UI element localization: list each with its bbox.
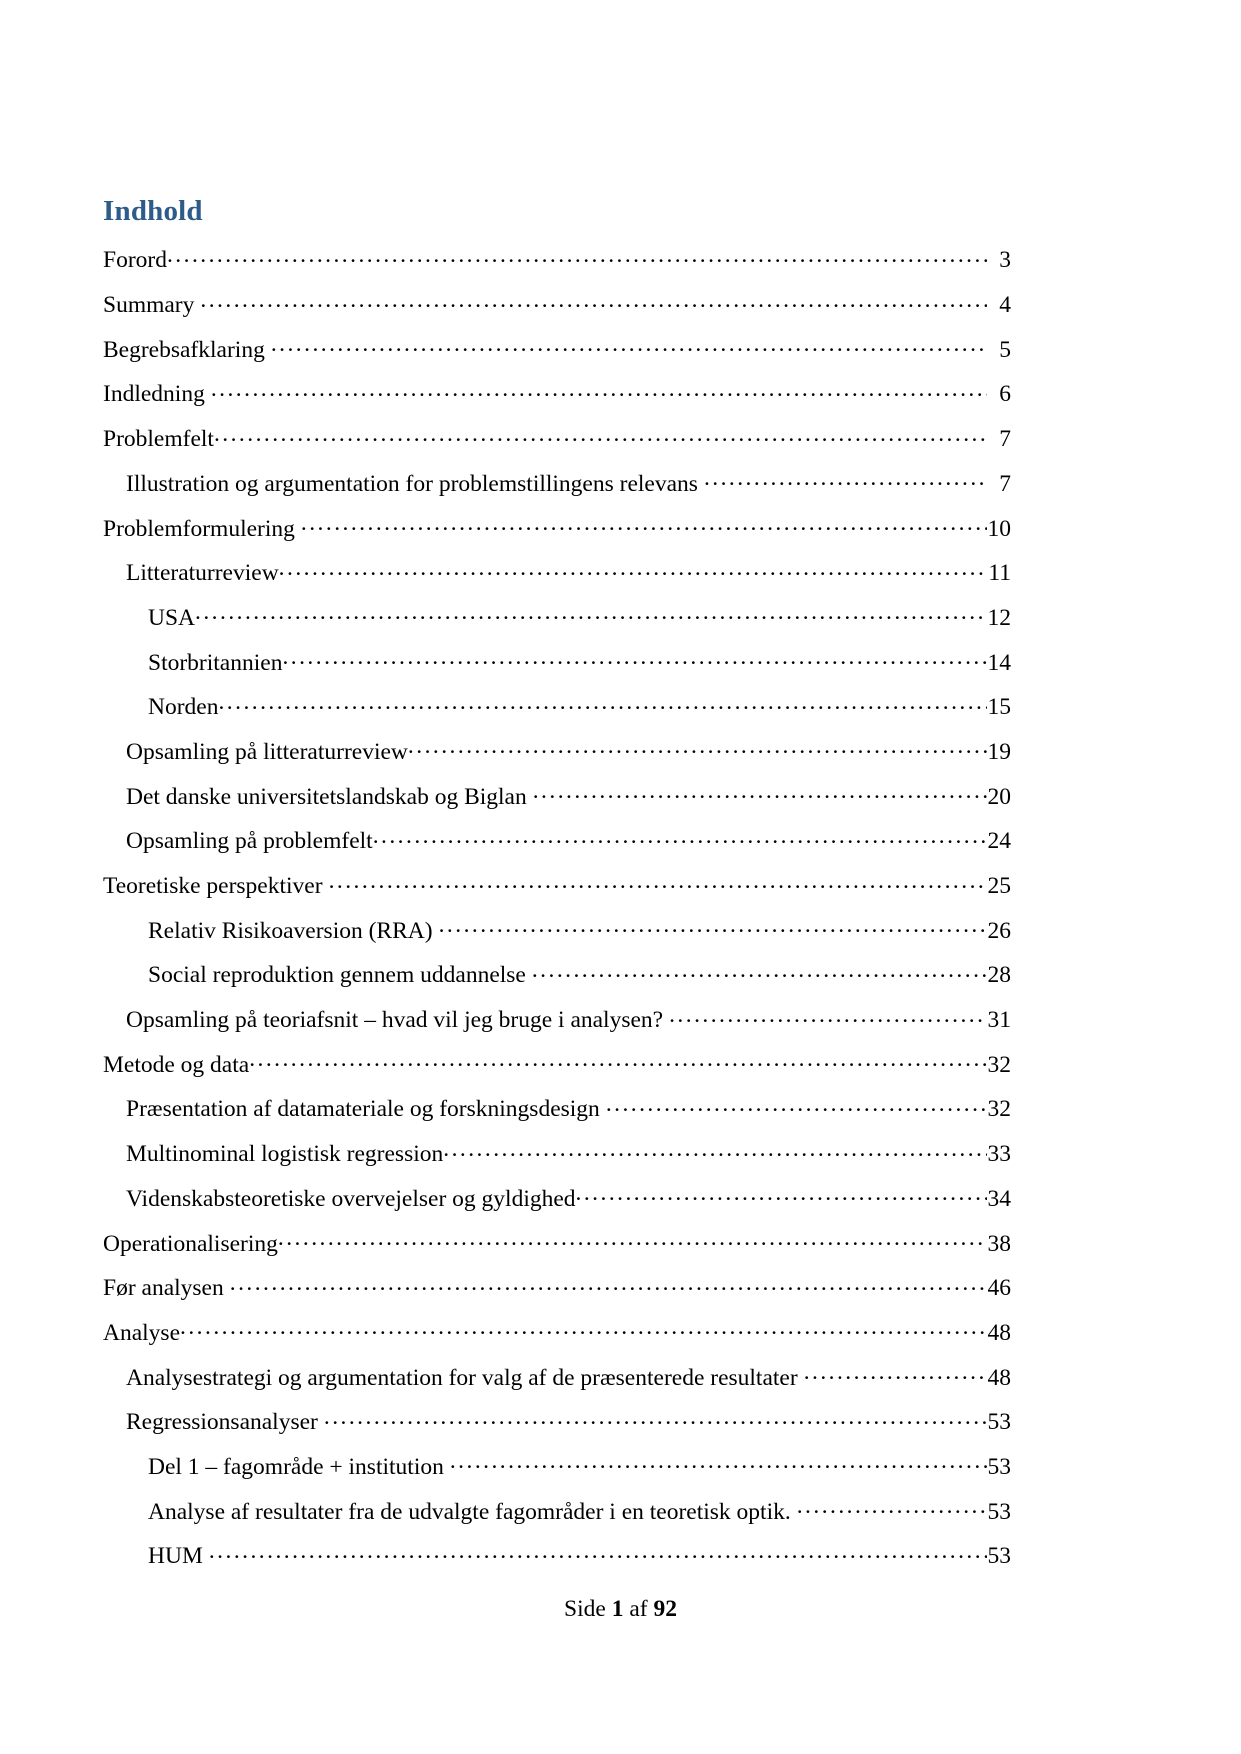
toc-entry[interactable] <box>103 646 1011 691</box>
toc-entry[interactable] <box>103 1406 1011 1451</box>
toc-entry-title: Problemfelt <box>103 426 214 453</box>
footer-current-page: 1 <box>611 1596 624 1622</box>
toc-entry[interactable] <box>103 1093 1011 1138</box>
toc-entry-page-number: 53 <box>987 1543 1011 1570</box>
toc-entry[interactable] <box>103 1450 1011 1495</box>
toc-dot-leader <box>218 691 987 715</box>
toc-dot-leader <box>195 601 987 625</box>
toc-dot-leader <box>329 870 987 894</box>
toc-entry-title: Præsentation af datamateriale og forskningsdesign <box>126 1096 600 1123</box>
toc-entry-page-number: 32 <box>987 1096 1011 1123</box>
toc-entry[interactable] <box>103 735 1011 780</box>
toc-entry-title: Videnskabsteoretiske overvejelser og gyldighed <box>126 1185 576 1212</box>
toc-entry-title: Forord <box>103 247 167 274</box>
toc-entry-title: Indledning <box>103 381 205 408</box>
toc-entry-title: Opsamling på teoriafsnit – hvad vil jeg bruge i analysen? <box>126 1007 664 1034</box>
toc-entry[interactable] <box>103 1004 1011 1049</box>
toc-entry[interactable] <box>103 780 1011 825</box>
toc-dot-leader <box>282 646 987 670</box>
page-footer <box>0 1598 1241 1622</box>
toc-entry-title: Begrebsafklaring <box>103 336 265 363</box>
page-title: Indhold <box>103 195 203 227</box>
toc-dot-leader <box>301 512 987 536</box>
toc-entry[interactable] <box>103 1495 1011 1540</box>
footer-prefix: Side <box>564 1596 606 1622</box>
toc-dot-leader <box>279 557 987 581</box>
toc-dot-leader <box>278 1227 987 1251</box>
toc-entry-page-number: 15 <box>987 694 1011 721</box>
toc-entry[interactable] <box>103 691 1011 736</box>
toc-dot-leader <box>532 959 987 983</box>
toc-entry-page-number: 34 <box>987 1185 1011 1212</box>
toc-entry-title: HUM <box>148 1543 203 1570</box>
toc-dot-leader <box>271 333 987 357</box>
toc-entry-title: Del 1 – fagområde + institution <box>148 1453 444 1480</box>
toc-entry-page-number: 7 <box>999 470 1011 497</box>
toc-entry-page-number: 53 <box>987 1498 1011 1525</box>
toc-entry-page-number: 10 <box>987 515 1011 542</box>
toc-entry[interactable] <box>103 423 1011 468</box>
toc-list <box>103 244 1011 1585</box>
toc-dot-leader <box>200 289 987 313</box>
toc-entry-page-number: 3 <box>999 247 1011 274</box>
toc-dot-leader <box>576 1182 987 1206</box>
toc-entry-title: Det danske universitetslandskab og Biglan <box>126 783 527 810</box>
toc-dot-leader <box>533 780 987 804</box>
toc-entry-title: Illustration og argumentation for problemstillingens relevans <box>126 470 698 497</box>
toc-entry-page-number: 20 <box>987 783 1011 810</box>
toc-entry[interactable] <box>103 825 1011 870</box>
toc-entry-page-number: 14 <box>987 649 1011 676</box>
toc-entry-page-number: 28 <box>987 962 1011 989</box>
toc-entry-page-number: 4 <box>999 292 1011 319</box>
toc-entry[interactable] <box>103 467 1011 512</box>
toc-entry-page-number: 11 <box>988 560 1011 587</box>
toc-entry-title: Social reproduktion gennem uddannelse <box>148 962 526 989</box>
toc-entry[interactable] <box>103 1316 1011 1361</box>
toc-entry-title: Teoretiske perspektiver <box>103 873 323 900</box>
toc-entry-title: Multinominal logistisk regression <box>126 1141 444 1168</box>
toc-entry-page-number: 38 <box>987 1230 1011 1257</box>
toc-dot-leader <box>230 1272 987 1296</box>
toc-entry-page-number: 24 <box>987 828 1011 855</box>
toc-dot-leader <box>167 244 987 268</box>
toc-entry-title: Norden <box>148 694 219 721</box>
toc-entry-page-number: 32 <box>987 1051 1011 1078</box>
toc-dot-leader <box>450 1450 987 1474</box>
toc-entry-page-number: 53 <box>987 1409 1011 1436</box>
toc-entry[interactable] <box>103 1361 1011 1406</box>
toc-entry-title: USA <box>148 604 196 631</box>
toc-entry-title: Metode og data <box>103 1051 250 1078</box>
toc-entry-title: Opsamling på problemfelt <box>126 828 373 855</box>
toc-entry-page-number: 12 <box>987 604 1011 631</box>
toc-entry[interactable] <box>103 1138 1011 1183</box>
footer-total-pages: 92 <box>653 1596 677 1622</box>
toc-dot-leader <box>249 1048 987 1072</box>
toc-entry[interactable] <box>103 1048 1011 1093</box>
toc-entry-title: Analysestrategi og argumentation for valg af de præsenterede resultater <box>126 1364 798 1391</box>
toc-entry[interactable] <box>103 914 1011 959</box>
toc-entry-title: Regressionsanalyser <box>126 1409 318 1436</box>
toc-entry[interactable] <box>103 601 1011 646</box>
toc-dot-leader <box>211 378 987 402</box>
toc-entry-page-number: 31 <box>987 1007 1011 1034</box>
toc-dot-leader <box>669 1004 987 1028</box>
toc-dot-leader <box>804 1361 987 1385</box>
toc-entry-title: Relativ Risikoaversion (RRA) <box>148 917 433 944</box>
toc-entry[interactable] <box>103 1540 1011 1585</box>
toc-entry[interactable] <box>103 1182 1011 1227</box>
toc-entry-title: Storbritannien <box>148 649 283 676</box>
toc-entry-page-number: 33 <box>987 1141 1011 1168</box>
toc-entry-title: Analyse af resultater fra de udvalgte fagområder i en teoretisk optik. <box>148 1498 791 1525</box>
toc-dot-leader <box>373 825 987 849</box>
footer-middle: af <box>629 1596 648 1622</box>
toc-entry[interactable] <box>103 378 1011 423</box>
toc-entry-title: Analyse <box>103 1319 181 1346</box>
toc-dot-leader <box>606 1093 987 1117</box>
toc-entry-page-number: 46 <box>987 1275 1011 1302</box>
toc-entry-page-number: 53 <box>987 1453 1011 1480</box>
toc-entry-page-number: 48 <box>987 1319 1011 1346</box>
toc-dot-leader <box>408 735 987 759</box>
toc-entry[interactable] <box>103 289 1011 334</box>
toc-dot-leader <box>439 914 987 938</box>
toc-entry[interactable] <box>103 870 1011 915</box>
toc-entry-page-number: 5 <box>999 336 1011 363</box>
toc-entry-page-number: 7 <box>999 426 1011 453</box>
toc-entry-page-number: 25 <box>987 873 1011 900</box>
toc-dot-leader <box>180 1316 987 1340</box>
toc-container <box>103 196 1011 1585</box>
toc-dot-leader <box>324 1406 987 1430</box>
toc-dot-leader <box>443 1138 987 1162</box>
toc-entry-title: Før analysen <box>103 1275 224 1302</box>
toc-dot-leader <box>214 423 987 447</box>
toc-entry-page-number: 48 <box>987 1364 1011 1391</box>
toc-entry[interactable] <box>103 959 1011 1004</box>
toc-entry-page-number: 19 <box>987 738 1011 765</box>
toc-entry[interactable] <box>103 557 1011 602</box>
toc-entry-page-number: 6 <box>999 381 1011 408</box>
toc-dot-leader <box>209 1540 987 1564</box>
toc-entry-page-number: 26 <box>987 917 1011 944</box>
toc-entry[interactable] <box>103 512 1011 557</box>
toc-dot-leader <box>704 467 987 491</box>
toc-entry[interactable] <box>103 244 1011 289</box>
toc-entry-title: Litteraturreview <box>126 560 279 587</box>
toc-entry-title: Operationalisering <box>103 1230 278 1257</box>
toc-entry[interactable] <box>103 333 1011 378</box>
toc-entry[interactable] <box>103 1227 1011 1272</box>
toc-entry-title: Opsamling på litteraturreview <box>126 738 408 765</box>
toc-entry[interactable] <box>103 1272 1011 1317</box>
toc-entry-title: Summary <box>103 292 195 319</box>
toc-dot-leader <box>797 1495 987 1519</box>
toc-entry-title: Problemformulering <box>103 515 295 542</box>
